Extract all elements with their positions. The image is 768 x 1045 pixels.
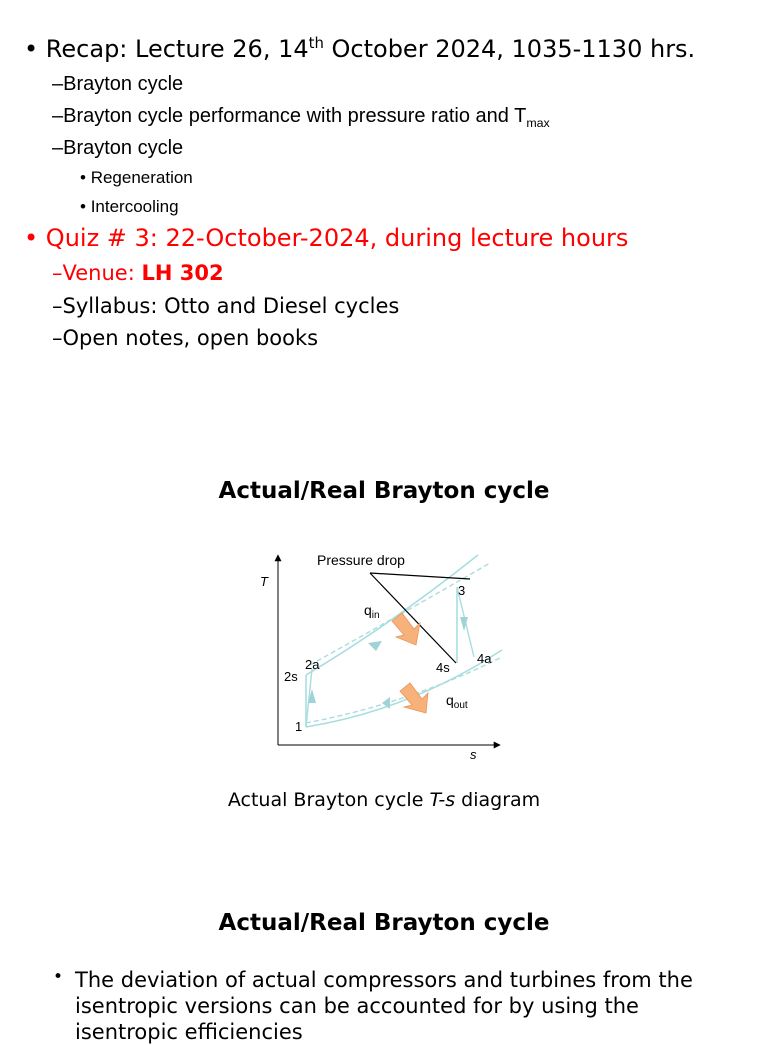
point-1-label: 1 bbox=[295, 719, 303, 734]
t-axis-label: T bbox=[260, 574, 268, 589]
point-2a-label: 2a bbox=[305, 657, 320, 672]
q-out-label: $q_{out}$ bbox=[446, 692, 468, 711]
recap-item-2: –Brayton cycle performance with pressure ratio and $T_{max}$ bbox=[52, 105, 550, 130]
quiz-notes: –Open notes, open books bbox=[52, 326, 319, 350]
quiz-syllabus: –Syllabus: Otto and Diesel cycles bbox=[52, 294, 400, 318]
high-pressure-line bbox=[306, 555, 478, 675]
quiz-line bbox=[24, 224, 628, 252]
q-in-label: $q_{in}$ bbox=[364, 602, 380, 621]
section-heading-2: Actual/Real Brayton cycle bbox=[218, 910, 550, 936]
bullet: • bbox=[53, 967, 64, 987]
q-in-arrow bbox=[392, 613, 420, 645]
deviation-bullet bbox=[53, 967, 733, 1045]
recap-subitem-regeneration: • Regeneration bbox=[80, 168, 193, 187]
heat-addition-arrow bbox=[368, 641, 382, 651]
point-4s-label: 4s bbox=[436, 660, 450, 675]
recap-subitem-intercooling: • Intercooling bbox=[80, 197, 179, 216]
q-out-arrow bbox=[400, 683, 428, 713]
recap-line bbox=[24, 35, 695, 63]
ts-diagram bbox=[250, 545, 520, 765]
section-heading: Actual/Real Brayton cycle bbox=[218, 478, 550, 504]
pressure-drop-label: Pressure drop bbox=[317, 552, 405, 568]
pressure-drop-diagonal bbox=[370, 573, 456, 663]
quiz-venue: –Venue: LH 302 bbox=[52, 261, 224, 285]
point-3-label: 3 bbox=[458, 583, 466, 598]
diagram-caption: Actual Brayton cycle T-s diagram bbox=[227, 789, 541, 811]
recap-text: Recap: Lecture 26, 14th October 2024, 1035-1130 hrs. bbox=[45, 34, 696, 63]
recap-item-1: –Brayton cycle bbox=[52, 73, 184, 95]
point-2s-label: 2s bbox=[284, 669, 298, 684]
quiz-title: Quiz # 3: 22-October-2024, during lecture hours bbox=[45, 224, 629, 252]
recap-item-3: –Brayton cycle bbox=[52, 137, 184, 159]
point-4a-label: 4a bbox=[477, 651, 492, 666]
bullet: • bbox=[24, 35, 39, 63]
bullet: • bbox=[24, 224, 39, 252]
deviation-text: The deviation of actual compressors and turbines from the isentropic versions can be accounted for by using the isentropic efficiencies bbox=[75, 968, 693, 1044]
s-axis-label: s bbox=[470, 747, 477, 762]
